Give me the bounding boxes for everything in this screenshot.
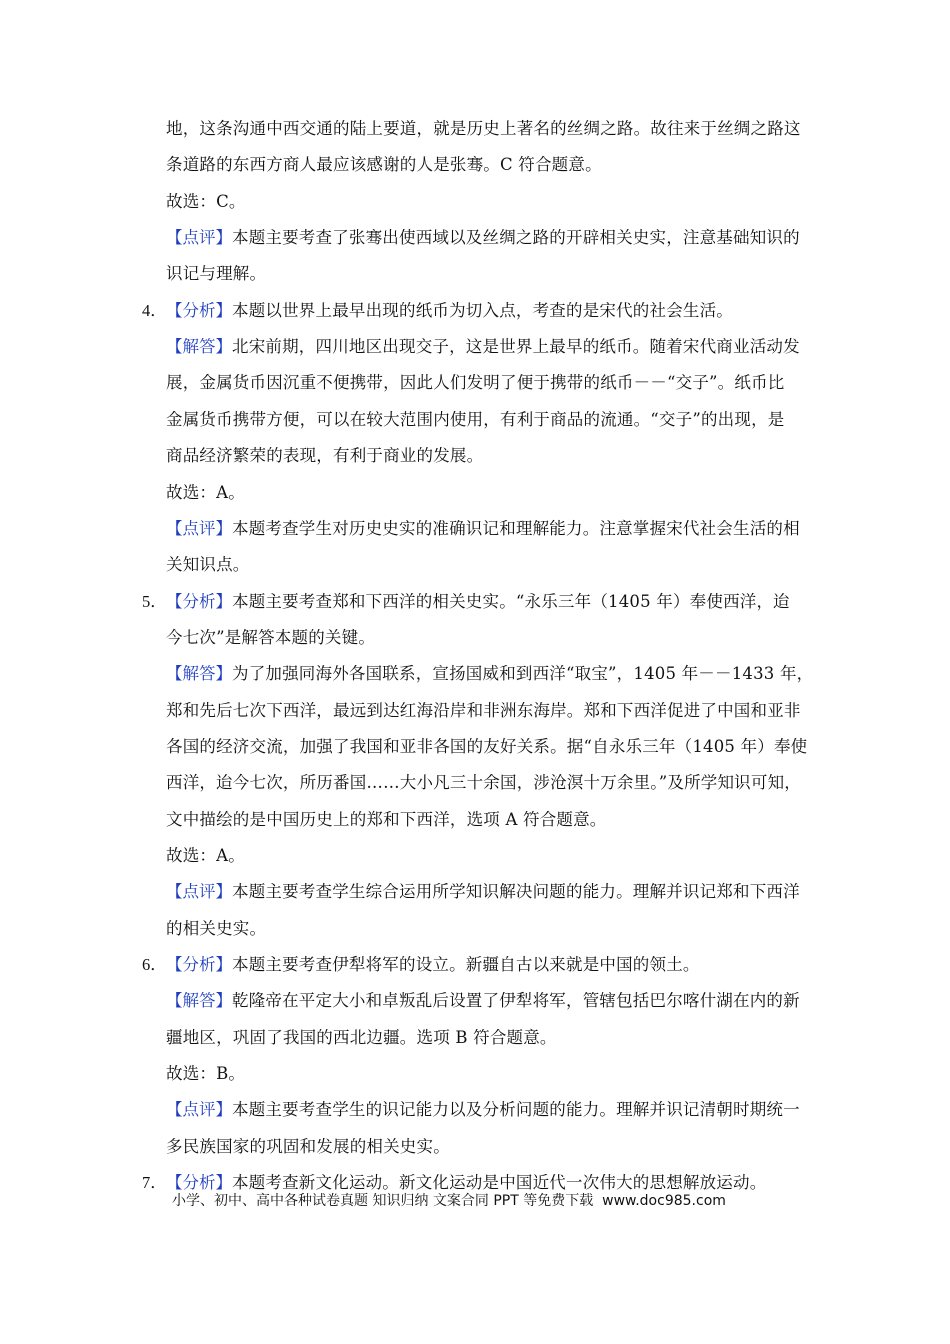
line-text: 今七次”是解答本题的关键。 <box>166 628 376 647</box>
line-text: 疆地区，巩固了我国的西北边疆。选项 B 符合题意。 <box>166 1028 557 1047</box>
text-line <box>166 518 816 540</box>
line-text: 故选：C。 <box>166 192 246 211</box>
section-tag: 【解答】 <box>166 337 232 356</box>
line-text: 北宋前期，四川地区出现交子，这是世界上最早的纸币。随着宋代商业活动发 <box>232 337 800 356</box>
text-line <box>166 300 816 322</box>
text-line <box>166 700 816 722</box>
text-line <box>166 1027 816 1049</box>
line-text: 郑和先后七次下西洋，最远到达红海沿岸和非洲东海岸。郑和下西洋促进了中国和亚非 <box>166 701 801 720</box>
text-line <box>166 372 816 394</box>
line-text: 西洋，迨今七次，所历番国……大小凡三十余国，涉沧溟十万余里。”及所学知识可知， <box>166 773 801 792</box>
text-line <box>166 954 816 976</box>
line-text: 商品经济繁荣的表现，有利于商业的发展。 <box>166 446 484 465</box>
line-text: 金属货币携带方便，可以在较大范围内使用，有利于商品的流通。“交子”的出现，是 <box>166 410 785 429</box>
line-text: 故选：A。 <box>166 483 245 502</box>
text-line <box>166 263 816 285</box>
section-tag: 【点评】 <box>166 519 232 538</box>
line-text: 乾隆帝在平定大小和卓叛乱后设置了伊犁将军，管辖包括巴尔喀什湖在内的新 <box>232 991 800 1010</box>
line-text: 地，这条沟通中西交通的陆上要道，就是历史上著名的丝绸之路。故往来于丝绸之路这 <box>166 119 801 138</box>
text-line <box>166 990 816 1012</box>
text-line <box>166 1136 816 1158</box>
text-line <box>166 918 816 940</box>
text-line <box>166 627 816 649</box>
text-line <box>166 554 816 576</box>
line-text: 的相关史实。 <box>166 919 267 938</box>
question-number: 5． <box>142 592 167 611</box>
line-text: 本题主要考查了张骞出使西域以及丝绸之路的开辟相关史实，注意基础知识的 <box>232 228 800 247</box>
section-tag: 【解答】 <box>166 991 232 1010</box>
line-text: 本题以世界上最早出现的纸币为切入点，考查的是宋代的社会生活。 <box>232 301 733 320</box>
line-text: 文中描绘的是中国历史上的郑和下西洋，选项 A 符合题意。 <box>166 810 607 829</box>
section-tag: 【解答】 <box>166 664 232 683</box>
question-number: 6． <box>142 955 167 974</box>
line-text: 故选：B。 <box>166 1064 246 1083</box>
line-text: 本题主要考查学生综合运用所学知识解决问题的能力。理解并识记郑和下西洋 <box>232 882 800 901</box>
text-line <box>166 663 816 685</box>
section-tag: 【分析】 <box>166 301 232 320</box>
section-tag: 【点评】 <box>166 882 232 901</box>
question-number: 4． <box>142 301 167 320</box>
text-line <box>166 445 816 467</box>
line-text: 各国的经济交流，加强了我国和亚非各国的友好关系。据“自永乐三年（1405 年）奉使 <box>166 737 808 756</box>
footer-link[interactable]: www.doc985.com <box>602 1193 726 1209</box>
text-line <box>166 1099 816 1121</box>
line-text: 本题主要考查伊犁将军的设立。新疆自古以来就是中国的领土。 <box>232 955 700 974</box>
line-text: 展，金属货币因沉重不便携带，因此人们发明了便于携带的纸币－－“交子”。纸币比 <box>166 373 785 392</box>
line-text: 为了加强同海外各国联系，宣扬国威和到西洋“取宝”，1405 年－－1433 年， <box>232 664 814 683</box>
text-line <box>166 482 816 504</box>
question-number: 7． <box>142 1173 167 1192</box>
text-line <box>166 845 816 867</box>
line-text: 本题考查新文化运动。新文化运动是中国近代一次伟大的思想解放运动。 <box>232 1173 767 1192</box>
text-line <box>166 118 816 140</box>
line-text: 关知识点。 <box>166 555 250 574</box>
text-line <box>166 881 816 903</box>
line-text: 识记与理解。 <box>166 264 267 283</box>
line-text: 故选：A。 <box>166 846 245 865</box>
line-text: 条道路的东西方商人最应该感谢的人是张骞。C 符合题意。 <box>166 155 602 174</box>
text-line <box>166 336 816 358</box>
text-line <box>166 409 816 431</box>
section-tag: 【点评】 <box>166 228 232 247</box>
line-text: 本题主要考查郑和下西洋的相关史实。“永乐三年（1405 年）奉使西洋，迨 <box>232 592 790 611</box>
text-line <box>166 736 816 758</box>
section-tag: 【点评】 <box>166 1100 232 1119</box>
footer <box>172 1191 812 1211</box>
section-tag: 【分析】 <box>166 955 232 974</box>
text-line <box>166 227 816 249</box>
section-tag: 【分析】 <box>166 592 232 611</box>
line-text: 多民族国家的巩固和发展的相关史实。 <box>166 1137 450 1156</box>
footer-text: 小学、初中、高中各种试卷真题 知识归纳 文案合同 PPT 等免费下载 <box>172 1193 594 1209</box>
section-tag: 【分析】 <box>166 1173 232 1192</box>
text-line <box>166 591 816 613</box>
line-text: 本题主要考查学生的识记能力以及分析问题的能力。理解并识记清朝时期统一 <box>232 1100 800 1119</box>
text-line <box>166 154 816 176</box>
line-text: 本题考查学生对历史史实的准确识记和理解能力。注意掌握宋代社会生活的相 <box>232 519 800 538</box>
text-line <box>166 1063 816 1085</box>
text-line <box>166 191 816 213</box>
text-line <box>166 772 816 794</box>
text-line <box>166 809 816 831</box>
